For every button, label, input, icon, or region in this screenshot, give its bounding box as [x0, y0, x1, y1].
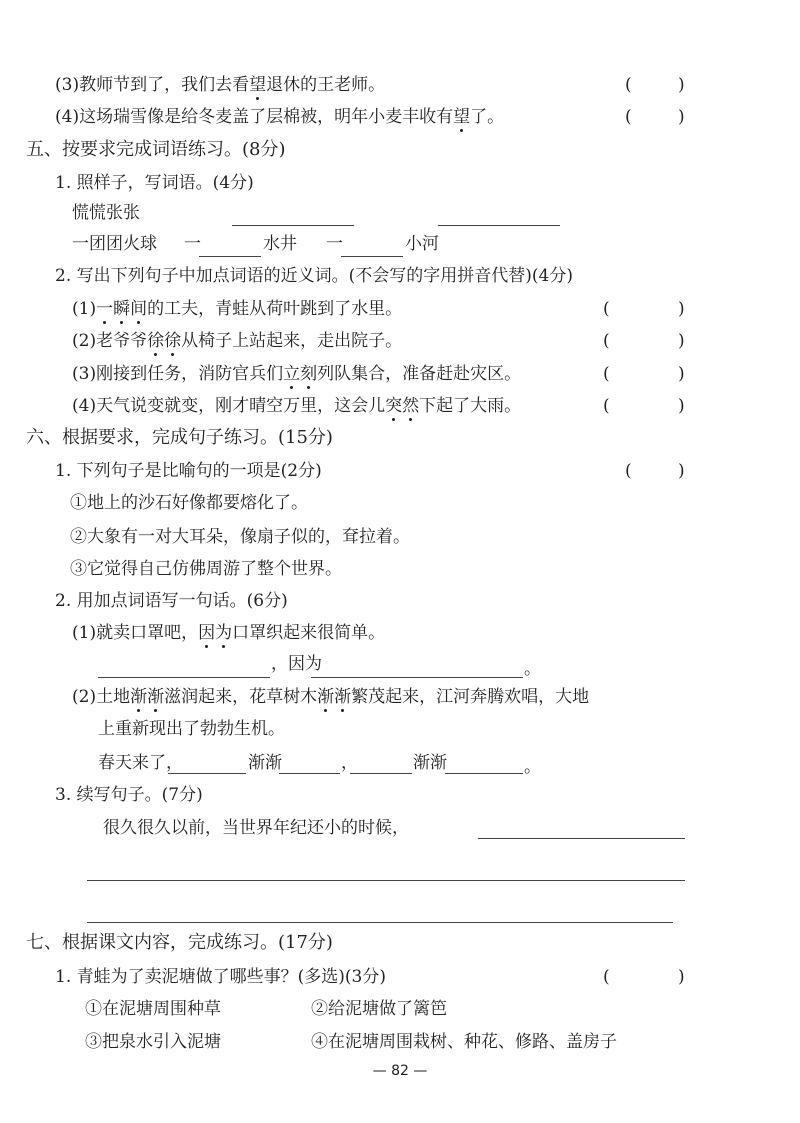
answer-blank[interactable]	[341, 256, 403, 257]
answer-paren-open: (	[603, 331, 610, 351]
emphasis-dot-char: 望	[249, 75, 267, 95]
answer-paren-open: (	[603, 396, 610, 416]
s6-q3-prompt: 很久很久以前，当世界年纪还小的时候，	[103, 818, 409, 838]
s5-q1-title: 1. 照样子，写词语。(4分)	[55, 173, 254, 193]
answer-paren-open: (	[603, 967, 610, 987]
text: 水井	[263, 234, 297, 254]
s5-q2-item-4	[72, 395, 521, 417]
answer-blank[interactable]	[438, 225, 560, 226]
emphasized-word	[147, 331, 181, 351]
text: (3)教师节到了，我们去看	[55, 75, 250, 95]
emphasis-dot-char: 立	[283, 364, 301, 384]
text: ，	[341, 753, 358, 773]
q4-item-3	[55, 74, 385, 96]
text: (3)刚接到任务，消防官兵们	[72, 364, 284, 384]
text: (1)	[72, 299, 97, 319]
emphasized-word	[385, 396, 419, 416]
page-number: — 82 —	[372, 1063, 428, 1079]
answer-paren-close: )	[678, 75, 685, 95]
text: 了。	[470, 107, 505, 127]
text: 春天来了，	[98, 753, 183, 773]
answer-blank[interactable]	[199, 256, 261, 257]
answer-paren-open: (	[625, 461, 632, 481]
text: 。	[524, 659, 541, 679]
answer-paren-close: )	[678, 107, 685, 127]
section-5-title: 五、按要求完成词语练习。(8分)	[26, 139, 286, 160]
text: 的工夫，青蛙从荷叶跳到了水里。	[147, 299, 403, 319]
answer-line[interactable]	[87, 880, 685, 881]
option-3: ③把泉水引入泥塘	[85, 1032, 221, 1052]
s6-q2-item-2-line2: 上重新现出了勃勃生机。	[98, 719, 285, 739]
emphasis-dot-char: 因	[198, 623, 216, 643]
q4-item-4	[55, 106, 504, 128]
s6-q2-item-1	[72, 622, 385, 644]
text: (2)老爷爷	[72, 331, 148, 351]
answer-paren-open: (	[625, 75, 632, 95]
section-7-title: 七、根据课文内容，完成练习。(17分)	[26, 932, 333, 953]
option-2: ②给泥塘做了篱笆	[311, 999, 447, 1019]
answer-paren-open: (	[625, 107, 632, 127]
text: (4)天气说变就变，刚才晴空万里，这会儿	[72, 396, 386, 416]
emphasis-dot-char: 渐	[317, 687, 335, 707]
s5-q2-item-1	[72, 298, 402, 320]
option-4: ④在泥塘周围栽树、种花、修路、盖房子	[311, 1032, 617, 1052]
text: 渐渐	[413, 753, 447, 773]
s5-q2-item-2	[72, 330, 402, 352]
text: 。	[524, 757, 541, 777]
s6-q3-title: 3. 续写句子。(7分)	[55, 785, 203, 805]
s6-q2-item-2	[72, 686, 589, 708]
text: 一	[326, 234, 343, 254]
emphasized-word	[130, 687, 164, 707]
answer-blank[interactable]	[232, 225, 354, 226]
emphasis-dot-char: 间	[130, 299, 148, 319]
s5-q2-item-3	[72, 363, 521, 385]
text: 从椅子上站起来，走出院子。	[181, 331, 403, 351]
emphasis-dot-char: 刻	[300, 364, 318, 384]
option-1: ①地上的沙石好像都要熔化了。	[70, 493, 308, 513]
answer-line[interactable]	[87, 922, 673, 923]
s5-q2-title: 2. 写出下列句子中加点词语的近义词。(不会写的字用拼音代替)(4分)	[55, 266, 573, 286]
option-2: ②大象有一对大耳朵，像扇子似的，耷拉着。	[70, 527, 410, 547]
emphasis-dot-char: 渐	[334, 687, 352, 707]
answer-paren-close: )	[678, 396, 685, 416]
answer-blank[interactable]	[168, 773, 246, 774]
text: 退休的王老师。	[266, 75, 386, 95]
emphasized-word	[249, 75, 266, 95]
answer-paren-open: (	[603, 299, 610, 319]
answer-blank[interactable]	[279, 773, 340, 774]
emphasized-word	[198, 623, 232, 643]
emphasized-word	[317, 687, 351, 707]
text: 一	[184, 234, 201, 254]
s6-q1-title: 1. 下列句子是比喻句的一项是(2分)	[55, 461, 322, 481]
text: 小河	[405, 234, 439, 254]
s5-q1-example-2: 一团团火球	[72, 234, 157, 254]
answer-paren-close: )	[678, 967, 685, 987]
emphasized-word	[283, 364, 317, 384]
text: 滋润起来，花草树木	[164, 687, 318, 707]
s5-q1-example-1: 慌慌张张	[72, 203, 140, 223]
emphasis-dot-char: 突	[385, 396, 403, 416]
emphasis-dot-char: 渐	[147, 687, 165, 707]
text: 列队集合，准备赶赴灾区。	[317, 364, 522, 384]
option-1: ①在泥塘周围种草	[85, 999, 221, 1019]
emphasis-dot-char: 然	[402, 396, 420, 416]
text: 繁茂起来，江河奔腾欢唱，大地	[351, 687, 590, 707]
answer-blank[interactable]	[350, 773, 412, 774]
emphasis-dot-char: 徐	[164, 331, 182, 351]
answer-paren-close: )	[678, 461, 685, 481]
emphasis-dot-char: 瞬	[113, 299, 131, 319]
emphasized-word	[96, 299, 147, 319]
emphasis-dot-char: 望	[453, 107, 471, 127]
answer-paren-open: (	[603, 364, 610, 384]
answer-blank[interactable]	[98, 677, 270, 678]
text: 渐渐	[248, 753, 282, 773]
answer-blank[interactable]	[311, 677, 523, 678]
answer-blank[interactable]	[478, 838, 685, 839]
s7-q1-title: 1. 青蛙为了卖泥塘做了哪些事？(多选)(3分)	[55, 967, 386, 987]
text: 下起了大雨。	[419, 396, 522, 416]
emphasis-dot-char: 为	[215, 623, 233, 643]
answer-paren-close: )	[678, 299, 685, 319]
text: (2)土地	[72, 687, 131, 707]
answer-paren-close: )	[678, 364, 685, 384]
emphasized-word	[453, 107, 470, 127]
text: 口罩织起来很简单。	[232, 623, 386, 643]
answer-blank[interactable]	[445, 773, 523, 774]
answer-paren-close: )	[678, 331, 685, 351]
s6-q2-title: 2. 用加点词语写一句话。(6分)	[55, 591, 288, 611]
text: ，因为	[271, 654, 322, 674]
emphasis-dot-char: 徐	[147, 331, 165, 351]
emphasis-dot-char: 一	[96, 299, 114, 319]
text: (4)这场瑞雪像是给冬麦盖了层棉被，明年小麦丰收有	[55, 107, 454, 127]
text: (1)就卖口罩吧，	[72, 623, 199, 643]
option-3: ③它觉得自己仿佛周游了整个世界。	[70, 559, 342, 579]
section-6-title: 六、根据要求，完成句子练习。(15分)	[26, 427, 333, 448]
emphasis-dot-char: 渐	[130, 687, 148, 707]
